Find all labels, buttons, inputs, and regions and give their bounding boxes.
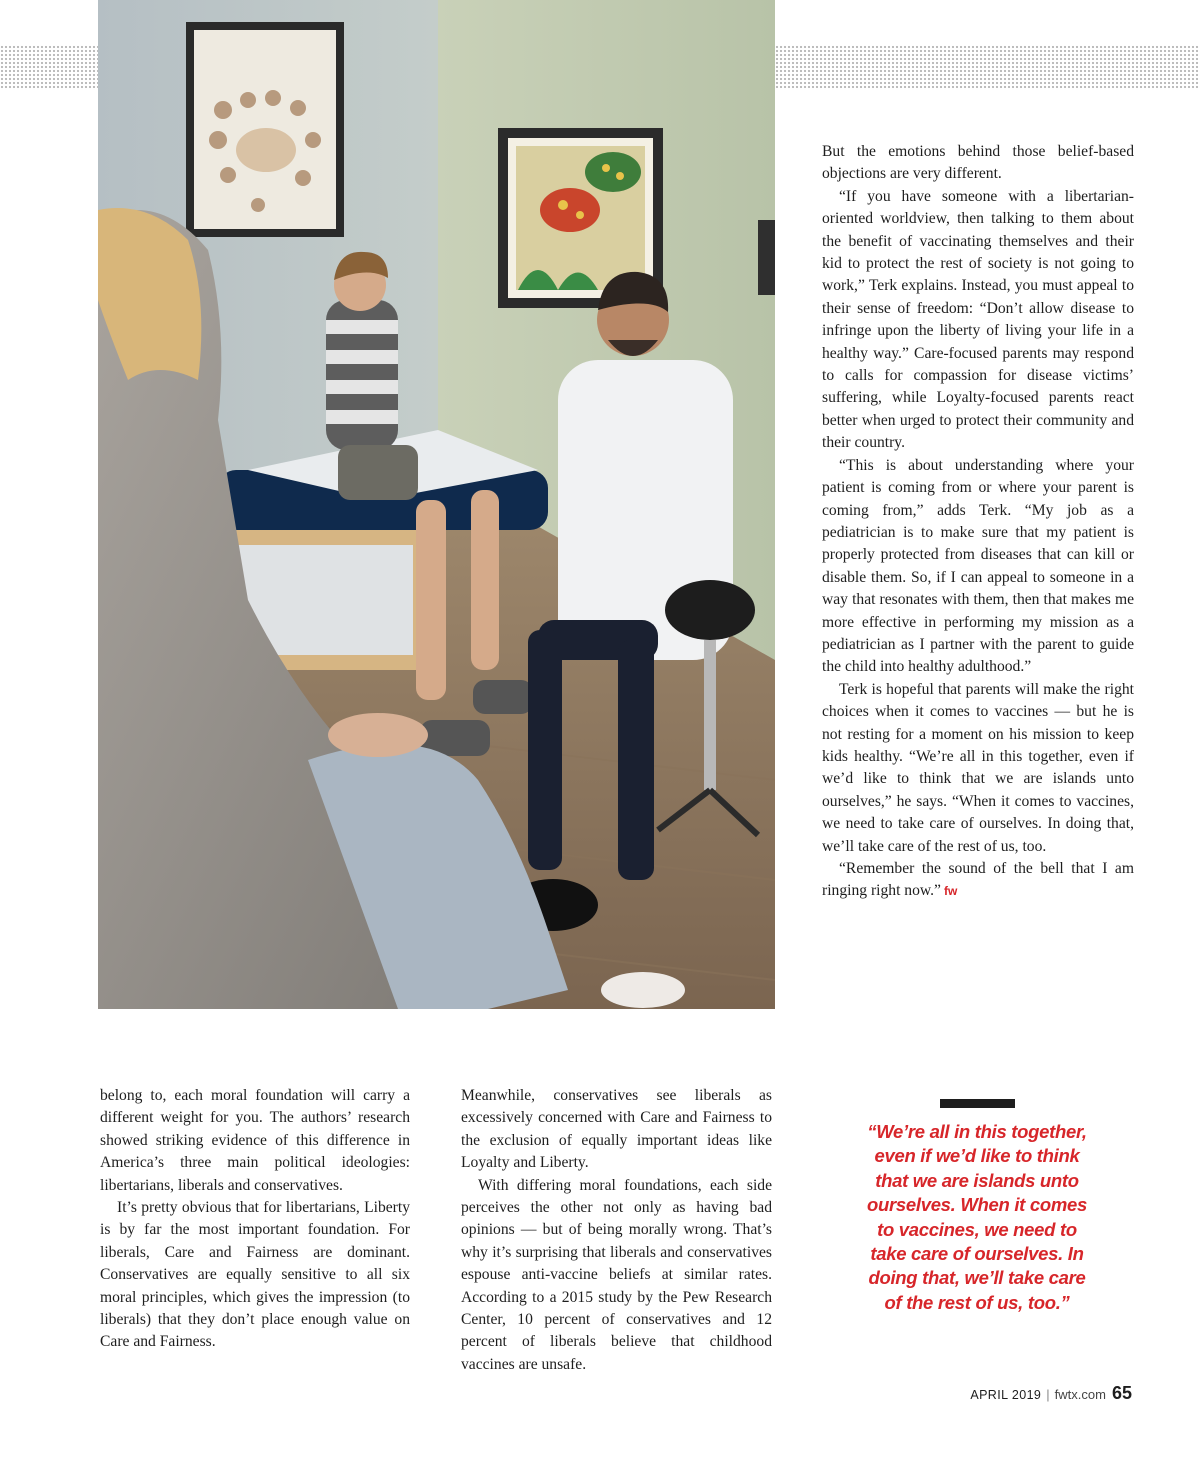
paragraph: Meanwhile, conservatives see liberals as excessively concerned with Care and Fairness to the exclusion of equally important ideas like Loyalty and Liberty. <box>461 1087 772 1172</box>
article-column-bottom-middle <box>461 1085 772 1376</box>
paragraph: belong to, each moral foundation will carry a different weight for you. The authors’ research showed striking evidence of this difference in America’s three main political ideologies: libertarians, liberals and conservatives. <box>100 1087 410 1194</box>
pull-quote-line: to vaccines, we need to <box>877 1218 1077 1240</box>
pull-quote-line: doing that, we’ll take care <box>868 1267 1086 1289</box>
issue-date: APRIL 2019 <box>970 1388 1042 1402</box>
paragraph: But the emotions behind those belief-based objections are very different. <box>822 143 1134 183</box>
halftone-bar-right <box>775 45 1200 90</box>
page-folio <box>970 1383 1132 1404</box>
pull-quote-line: “We’re all in this together, <box>867 1121 1087 1142</box>
website-link[interactable]: fwtx.com <box>1054 1387 1106 1402</box>
halftone-bar-left <box>0 45 98 90</box>
paragraph: It’s pretty obvious that for libertarians, Liberty is by far the most important foundation. For liberals, Care and Fairness are dominant. Conservatives are equally sensitive to all six moral principles, which gives the impression (to liberals) that they don’t place enough value on Care and Fairness. <box>100 1199 410 1351</box>
pull-quote-line: that we are islands unto <box>875 1169 1079 1191</box>
page-number: 65 <box>1111 1383 1132 1403</box>
article-column-right <box>822 141 1134 903</box>
exam-room-photo <box>98 0 775 1009</box>
pull-quote-line: ourselves. When it comes <box>866 1194 1087 1216</box>
end-mark: fw <box>943 884 958 899</box>
closing-quote: “Remember the sound of the bell that I am ringing right now.” <box>822 860 1134 900</box>
folio-separator: | <box>1046 1387 1050 1402</box>
pull-quote-line: even if we’d like to think <box>874 1145 1080 1167</box>
pull-quote-line: take care of ourselves. In <box>870 1243 1084 1265</box>
paragraph: “If you have someone with a libertarian-oriented worldview, then talking to them about the benefit of vaccinating themselves and their kid to protect the rest of society is not going to work,” Terk explains. Instead, you must appeal to their sense of freedom: “Don’t allow disease to infringe upon the liberty of living your life in a healthy way.” Care-focused parents may respond to calls for compassion for disease victims’ suffering, while Loyalty-focused parents react better when urged to protect their community and their country. <box>822 187 1134 452</box>
paragraph: “This is about understanding where your patient is coming from or where your parent is coming from,” adds Terk. “My job as a pediatrician is to make sure that my patient is properly protected from diseases that can kill or disable them. So, if I can appeal to someone in a way that resonates with them, then that makes me more effective in performing my mission as a pediatrician as I partner with the parent to guide the child into healthy adulthood.” <box>822 456 1134 676</box>
paragraph-last <box>822 858 1134 903</box>
pull-quote-rule <box>940 1099 1015 1108</box>
paragraph: Terk is hopeful that parents will make the right choices when it comes to vaccines — but he is not resting for a moment on his mission to keep kids healthy. “We’re all in this together, even if we’d like to think that we are islands unto ourselves,” he says. “When it comes to vaccines, we need to take care of ourselves. In doing that, we’ll take care of the rest of us, too. <box>822 680 1134 855</box>
paragraph: With differing moral foundations, each side perceives the other not only as having bad opinions — but of being morally wrong. That’s why it’s surprising that liberals and conservatives espouse anti-vaccine beliefs at similar rates. According to a 2015 study by the Pew Research Center, 10 percent of conservatives and 12 percent of liberals believe that childhood vaccines are unsafe. <box>461 1176 772 1373</box>
article-column-bottom-left <box>100 1085 410 1354</box>
pull-quote <box>862 1120 1092 1315</box>
pull-quote-line: of the rest of us, too.” <box>884 1291 1070 1313</box>
